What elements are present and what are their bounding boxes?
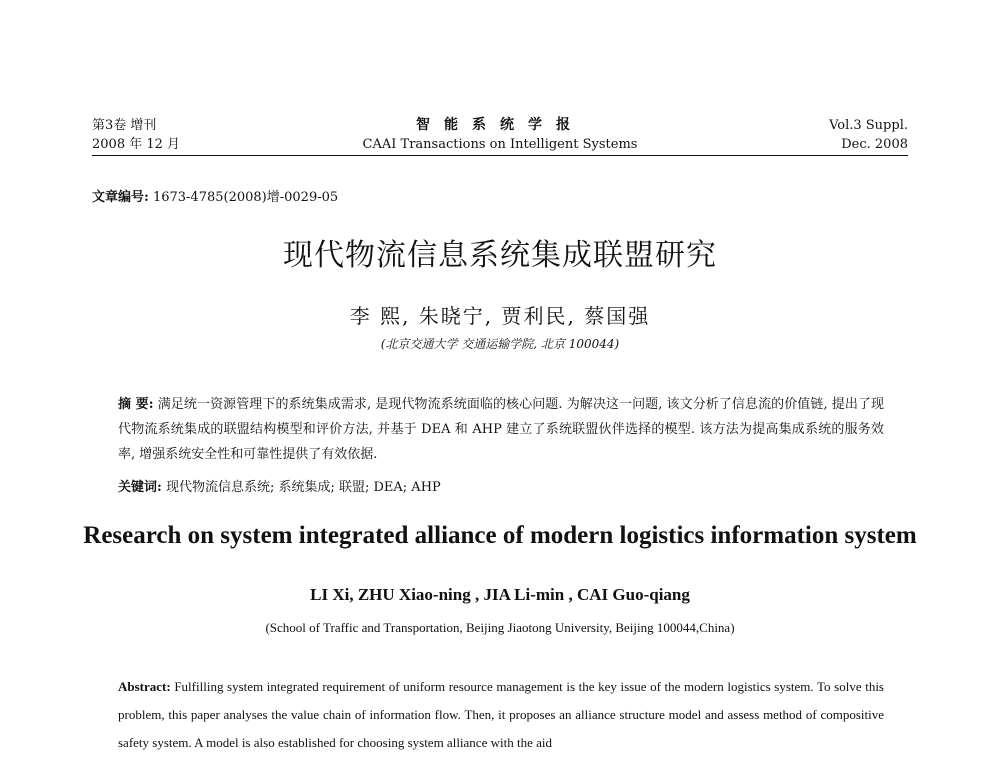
article-id (92, 186, 338, 205)
journal-name-cn: 智能系统学报 (416, 117, 584, 133)
keywords-cn-label: 关键词: (118, 480, 162, 495)
running-header-row-2 (92, 135, 908, 154)
affiliation-cn: (北京交通大学 交通运输学院, 北京 100044) (380, 337, 620, 351)
volume-en: Vol.3 Suppl. (829, 118, 908, 133)
abstract-cn-label: 摘 要: (118, 397, 154, 412)
affiliation-en: (School of Traffic and Transportation, Beijing Jiaotong University, Beijing 100044,China) (265, 620, 735, 635)
title-en: Research on system integrated alliance of modern logistics information system (83, 522, 917, 549)
running-header (92, 116, 908, 156)
authors-cn: 李 熙, 朱晓宁, 贾利民, 蔡国强 (349, 304, 651, 328)
abstract-en (118, 673, 884, 757)
abstract-cn-text: 满足统一资源管理下的系统集成需求, 是现代物流系统面临的核心问题. 为解决这一问题, 该文分析了信息流的价值链, 提出了现代物流系统集成的联盟结构模型和评价方法, 并基于 DEA 和 AHP 建立了系统联盟伙伴选择的模型. 该方法为提高集成系统的服务效率, 增强系统安全性和可靠性提供了有效依据. (118, 397, 885, 462)
date-cn: 2008 年 12 月 (92, 137, 181, 152)
date-en: Dec. 2008 (841, 137, 908, 152)
article-id-value: 1673-4785(2008)增-0029-05 (152, 190, 339, 205)
keywords-cn-text: 现代物流信息系统; 系统集成; 联盟; DEA; AHP (165, 480, 441, 495)
authors-en: LI Xi, ZHU Xiao-ning , JIA Li-min , CAI Guo-qiang (310, 585, 690, 604)
article-id-label: 文章编号: (92, 190, 149, 205)
journal-name-en: CAAI Transactions on Intelligent Systems (362, 137, 638, 152)
volume-cn: 第3卷 增刊 (92, 118, 157, 133)
title-cn: 现代物流信息系统集成联盟研究 (283, 238, 717, 273)
abstract-en-text: Fulfilling system integrated requirement of uniform resource management is the key issue of the modern logistics system. To solve this problem, this paper analyses the value chain of information flow. Then, it proposes an alliance structure model and assess method of compositive safety system. A model is also established for choosing system alliance with the aid (118, 679, 884, 750)
keywords-cn (118, 476, 441, 495)
abstract-en-label: Abstract: (118, 679, 171, 694)
header-rule (92, 155, 908, 156)
abstract-cn (118, 392, 884, 467)
running-header-row-1 (92, 116, 908, 135)
